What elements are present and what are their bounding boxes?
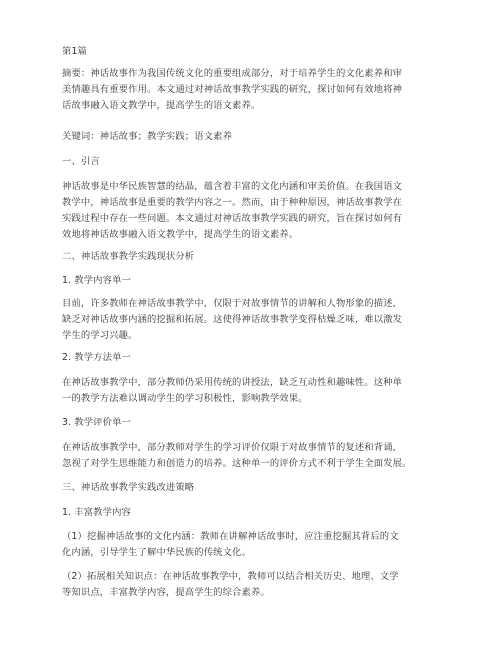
abstract-line: 话故事融入语文教学中，提高学生的语文素养。	[62, 100, 261, 111]
paragraph-line: 忽视了对学生思维能力和创造力的培养。这种单一的评价方式不利于学生全面发展。	[62, 458, 412, 469]
intro-line: 教学中，神话故事是重要的教学内容之一。然而，由于种种原因，神话故事教学在	[62, 197, 403, 208]
intro-line: 神话故事是中华民族智慧的结晶，蕴含着丰富的文化内涵和审美价值。在我国语文	[62, 181, 403, 192]
subheading-enrich-content: 1. 丰富教学内容	[62, 507, 131, 518]
subheading-method-single: 2. 教学方法单一	[62, 352, 131, 363]
subheading-content-single: 1. 教学内容单一	[62, 275, 131, 286]
intro-line: 实践过程中存在一些问题。本文通过对神话故事教学实践的研究，旨在探讨如何有	[62, 213, 403, 224]
paragraph-line: 缺乏对神话故事内涵的挖掘和拓展。这使得神话故事教学变得枯燥乏味，难以激发	[62, 314, 403, 325]
paragraph-line: 等知识点，丰富教学内容，提高学生的综合素养。	[62, 587, 270, 598]
paragraph-line: （1）挖掘神话故事的文化内涵：教师在讲解神话故事时，应注重挖掘其背后的文	[62, 531, 399, 542]
paragraph-line: 在神话故事教学中，部分教师对学生的学习评价仅限于对故事情节的复述和背诵，	[62, 442, 403, 453]
intro-line: 效地将神话故事融入语文教学中，提高学生的语文素养。	[62, 229, 299, 240]
paragraph-line: 学生的学习兴趣。	[62, 330, 138, 341]
paragraph-line: 目前，许多教师在神话故事教学中，仅限于对故事情节的讲解和人物形象的描述，	[62, 298, 403, 309]
section-heading-intro: 一、引言	[62, 156, 100, 167]
page-label: 第1篇	[62, 46, 87, 57]
subheading-evaluation-single: 3. 教学评价单一	[62, 417, 131, 428]
section-heading-status: 二、神话故事教学实践现状分析	[62, 251, 195, 262]
section-heading-strategy: 三、神话故事教学实践改进策略	[62, 482, 195, 493]
paragraph-line: 一的教学方法难以调动学生的学习积极性，影响教学效果。	[62, 393, 308, 404]
paragraph-line: 化内涵，引导学生了解中华民族的传统文化。	[62, 547, 251, 558]
abstract-line: 美情趣具有重要作用。本文通过对神话故事教学实践的研究，探讨如何有效地将神	[62, 84, 403, 95]
abstract-line: 摘要：神话故事作为我国传统文化的重要组成部分，对于培养学生的文化素养和审	[62, 68, 403, 79]
keywords-line: 关键词：神话故事；教学实践；语文素养	[62, 131, 233, 142]
paragraph-line: （2）拓展相关知识点：在神话故事教学中，教师可以结合相关历史、地理、文学	[62, 571, 399, 582]
paragraph-line: 在神话故事教学中，部分教师仍采用传统的讲授法，缺乏互动性和趣味性。这种单	[62, 377, 403, 388]
